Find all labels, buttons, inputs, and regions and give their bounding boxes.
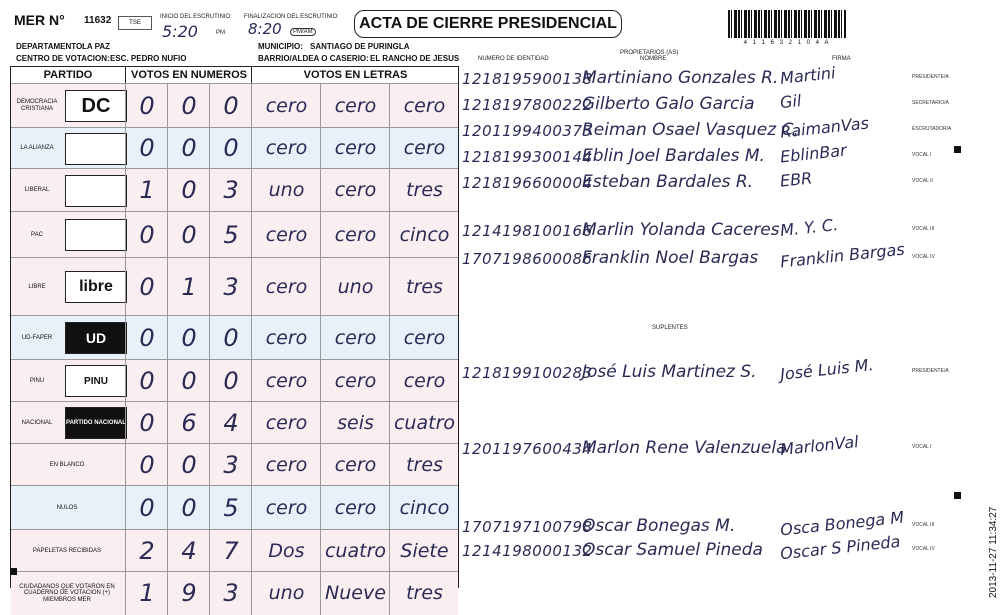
col-sign: FIRMA	[832, 56, 851, 62]
party-label: PINU	[29, 377, 45, 384]
member-signature: Oscar S Pineda	[779, 531, 902, 564]
member-signature: M. Y. C.	[779, 215, 839, 240]
vote-word: cero	[320, 316, 390, 360]
member-name: Marlin Yolanda Caceres	[582, 220, 780, 240]
vote-word: cero	[389, 84, 459, 128]
vote-word: tres	[389, 169, 459, 212]
vote-row	[11, 83, 458, 128]
scan-timestamp: 2013-11-27 11:34:27	[988, 506, 999, 598]
vote-digit: 3	[209, 258, 252, 316]
barrio-value: EL RANCHO DE JESUS	[370, 54, 460, 63]
barcode	[728, 10, 846, 38]
vote-word: cero	[251, 128, 321, 169]
col-name: NOMBRE	[640, 56, 667, 62]
member-signature: Osca Bonega M	[779, 507, 905, 540]
col-owners: PROPIETARIOS (AS)	[620, 50, 679, 56]
suplentes-label: SUPLENTES	[652, 325, 688, 331]
centro-value: ESC. PEDRO NUFIO	[110, 54, 187, 63]
member-id: 1214198100166	[462, 222, 593, 240]
member-name: Oscar Bonegas M.	[582, 516, 736, 536]
vote-word: Nueve	[320, 572, 390, 615]
member-id: 1218199100283	[462, 364, 593, 382]
member-role: VOCAL I	[912, 444, 932, 450]
party-label: NULOS	[56, 504, 78, 511]
member-id: 1707197100798	[462, 518, 593, 536]
vote-row	[11, 257, 458, 316]
member-id: 1218197800222	[462, 96, 593, 114]
vote-digit: 0	[167, 444, 210, 486]
vote-digit: 3	[209, 169, 252, 212]
vote-word: uno	[251, 572, 321, 615]
party-logo: DC	[65, 90, 127, 122]
vote-digit: 4	[209, 402, 252, 444]
vote-digit: 0	[167, 169, 210, 212]
vote-row	[11, 529, 458, 572]
inicio-suffix: PM	[216, 30, 225, 36]
vote-word: Dos	[251, 530, 321, 572]
member-role: VOCAL IV	[912, 254, 935, 260]
member-id: 1707198600086	[462, 250, 593, 268]
document-title: ACTA DE CIERRE PRESIDENCIAL	[354, 10, 622, 38]
vote-digit: 2	[125, 530, 168, 572]
barcode-number: 4 1 1 6 3 2 1 0 4 A	[743, 40, 831, 46]
party-logo: libre	[65, 271, 127, 303]
member-role: VOCAL III	[912, 226, 935, 232]
vote-digit: 0	[125, 444, 168, 486]
member-role: VOCAL I	[912, 152, 932, 158]
member-signature: Franklin Bargas	[779, 239, 906, 272]
col-numeros: VOTOS EN NUMEROS	[125, 67, 252, 83]
vote-digit: 0	[125, 212, 168, 258]
municipio-value: SANTIAGO DE PURINGLA	[310, 42, 410, 51]
vote-word: tres	[389, 444, 459, 486]
vote-digit: 0	[125, 316, 168, 360]
member-signature: EblinBar	[779, 140, 848, 167]
vote-digit: 0	[125, 84, 168, 128]
vote-digit: 0	[125, 402, 168, 444]
vote-table	[10, 66, 459, 607]
member-signature: RaimanVas	[779, 113, 870, 142]
vote-digit: 0	[125, 258, 168, 316]
member-name: José Luis Martinez S.	[582, 362, 757, 382]
vote-digit: 6	[167, 402, 210, 444]
member-name: Reiman Osael Vasquez C.	[582, 120, 799, 140]
vote-word: cero	[251, 258, 321, 316]
party-logo: PARTIDO NACIONAL	[65, 407, 127, 439]
vote-digit: 5	[209, 212, 252, 258]
vote-row	[11, 359, 458, 402]
col-partido: PARTIDO	[43, 69, 93, 81]
vote-word: cero	[251, 212, 321, 258]
vote-word: Siete	[389, 530, 459, 572]
vote-row	[11, 211, 458, 258]
member-signature: EBR	[779, 168, 814, 191]
member-id: 1218195900138	[462, 70, 593, 88]
member-role: VOCAL IV	[912, 546, 935, 552]
vote-row	[11, 127, 458, 169]
vote-digit: 0	[209, 84, 252, 128]
member-name: Franklin Noel Bargas	[582, 248, 759, 268]
vote-digit: 1	[167, 258, 210, 316]
vote-word: cero	[251, 444, 321, 486]
party-label: PAPELETAS RECIBIDAS	[32, 547, 102, 554]
vote-word: cero	[320, 486, 390, 530]
vote-row	[11, 443, 458, 486]
party-logo	[65, 133, 127, 165]
vote-word: cero	[389, 128, 459, 169]
vote-word: cero	[320, 128, 390, 169]
member-role: VOCAL III	[912, 522, 935, 528]
party-label: LIBRE	[28, 283, 46, 290]
party-logo: PINU	[65, 365, 127, 397]
vote-word: cero	[320, 360, 390, 402]
departamento-value: LA PAZ	[82, 42, 110, 51]
vote-word: cinco	[389, 486, 459, 530]
vote-digit: 0	[125, 360, 168, 402]
vote-digit: 0	[167, 486, 210, 530]
col-id: NUMERO DE IDENTIDAD	[478, 56, 549, 62]
party-logo: UD	[65, 322, 127, 354]
barrio-label: BARRIO/ALDEA O CASERIO:	[258, 54, 369, 63]
vote-word: cero	[320, 212, 390, 258]
vote-word: tres	[389, 572, 459, 615]
party-label: PAC	[31, 231, 43, 238]
member-signature: Martini	[779, 63, 837, 88]
vote-row	[11, 571, 458, 615]
vote-word: cinco	[389, 212, 459, 258]
departamento-label: DEPARTAMENTO:	[16, 42, 85, 51]
member-name: Gilberto Galo Garcia	[582, 94, 755, 114]
vote-word: cero	[251, 360, 321, 402]
member-role: PRESIDENTE/A	[912, 368, 949, 374]
member-role: PRESIDENTE/A	[912, 74, 949, 80]
vote-word: cero	[251, 486, 321, 530]
vote-word: cero	[389, 316, 459, 360]
final-label: FINALIZACION DEL ESCRUTINIO:	[244, 14, 339, 20]
party-label: DEMOCRACIA CRISTIANA	[16, 99, 58, 112]
vote-word: cero	[251, 84, 321, 128]
small-logo: TSE	[118, 16, 152, 30]
vote-word: cuatro	[320, 530, 390, 572]
inicio-value: 5:20	[162, 22, 198, 41]
mer-number: 11632	[84, 15, 112, 26]
member-signature: Gil	[779, 90, 803, 113]
member-name: Esteban Bardales R.	[582, 172, 754, 192]
vote-word: seis	[320, 402, 390, 444]
vote-row	[11, 168, 458, 212]
mer-label: MER N°	[14, 12, 65, 28]
member-role: VOCAL II	[912, 178, 933, 184]
party-label: EN BLANCO	[49, 461, 85, 468]
vote-digit: 0	[167, 128, 210, 169]
vote-word: tres	[389, 258, 459, 316]
member-role: ESCRUTADOR/A	[912, 126, 952, 132]
vote-digit: 0	[167, 360, 210, 402]
vote-word: cuatro	[389, 402, 459, 444]
vote-word: uno	[320, 258, 390, 316]
vote-digit: 4	[167, 530, 210, 572]
party-logo	[65, 219, 127, 251]
vote-word: cero	[320, 84, 390, 128]
vote-digit: 0	[125, 486, 168, 530]
party-label: LIBERAL	[24, 187, 50, 194]
member-name: Eblin Joel Bardales M.	[582, 146, 765, 166]
vote-digit: 0	[209, 316, 252, 360]
vote-row	[11, 315, 458, 360]
member-id: 1218199300144	[462, 148, 593, 166]
vote-digit: 5	[209, 486, 252, 530]
member-name: Oscar Samuel Pineda	[582, 540, 763, 560]
municipio-label: MUNICIPIO:	[258, 42, 303, 51]
party-label: CIUDADANOS QUE VOTARON EN CUADERNO DE VOTACION (+) MIEMBROS MER	[19, 583, 115, 603]
corner-mark	[10, 568, 17, 575]
party-logo	[65, 175, 127, 207]
vote-digit: 0	[209, 128, 252, 169]
party-label: NACIONAL	[21, 419, 53, 426]
vote-word: cero	[389, 360, 459, 402]
vote-digit: 0	[125, 128, 168, 169]
centro-label: CENTRO DE VOTACION:	[16, 54, 110, 63]
vote-digit: 0	[167, 316, 210, 360]
vote-row	[11, 401, 458, 444]
member-name: Marlon Rene Valenzuela	[582, 438, 787, 458]
corner-mark	[954, 492, 961, 499]
vote-word: cero	[320, 444, 390, 486]
vote-digit: 0	[209, 360, 252, 402]
member-name: Martiniano Gonzales R.	[582, 68, 779, 88]
vote-digit: 0	[167, 84, 210, 128]
member-role: SECRETARIO/A	[912, 100, 949, 106]
party-label: UD-FAPER	[21, 334, 53, 341]
vote-digit: 7	[209, 530, 252, 572]
party-label: LA ALIANZA	[20, 145, 54, 152]
vote-digit: 3	[209, 572, 252, 615]
member-id: 1201199400373	[462, 122, 593, 140]
vote-digit: 9	[167, 572, 210, 615]
inicio-label: INICIO DEL ESCRUTINIO:	[160, 14, 232, 20]
member-id: 1218196600004	[462, 174, 593, 192]
col-letras: VOTOS EN LETRAS	[251, 67, 459, 83]
member-signature: José Luis M.	[779, 355, 875, 384]
vote-row	[11, 485, 458, 530]
corner-mark	[954, 146, 961, 153]
vote-digit: 3	[209, 444, 252, 486]
member-signature: MarlonVal	[779, 431, 860, 460]
final-suffix: PM/AM	[290, 28, 316, 36]
vote-digit: 1	[125, 169, 168, 212]
vote-word: uno	[251, 169, 321, 212]
vote-word: cero	[251, 316, 321, 360]
vote-digit: 1	[125, 572, 168, 615]
member-id: 1214198000132	[462, 542, 593, 560]
vote-digit: 0	[167, 212, 210, 258]
vote-word: cero	[320, 169, 390, 212]
member-id: 1201197600434	[462, 440, 593, 458]
vote-word: cero	[251, 402, 321, 444]
final-value: 8:20	[248, 20, 282, 38]
